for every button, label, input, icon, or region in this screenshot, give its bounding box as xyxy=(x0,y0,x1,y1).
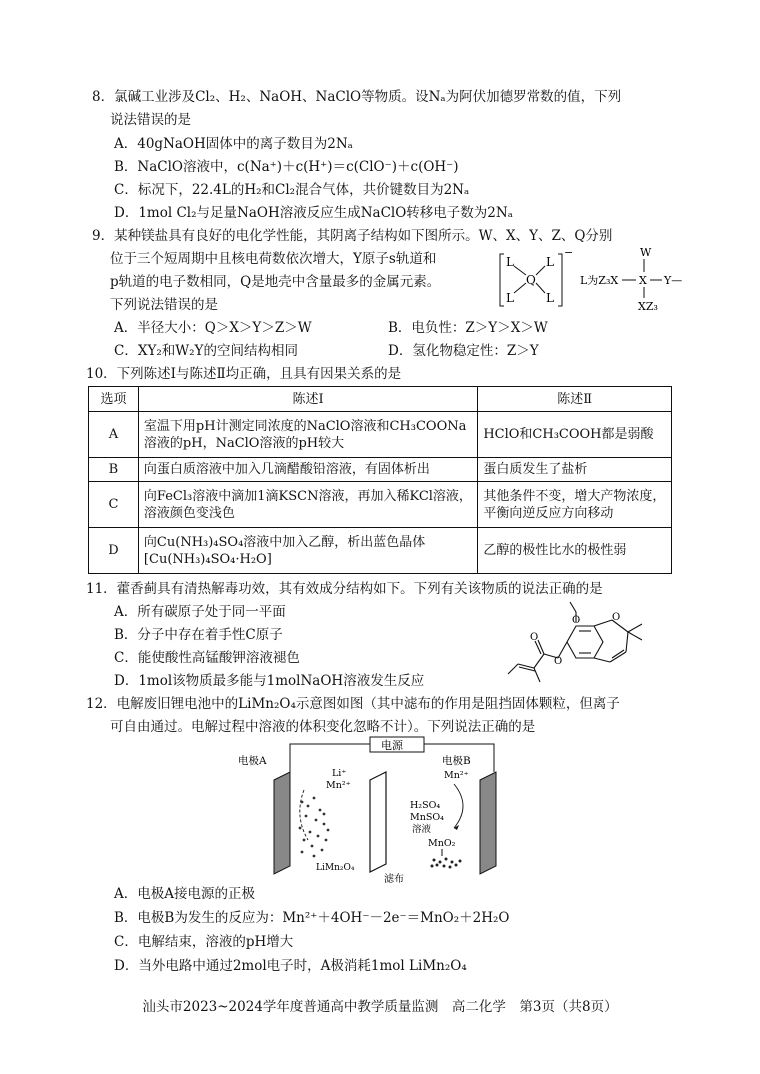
electrode-a-label: 电极A xyxy=(238,755,267,767)
q8-option-a: A．40gNaOH固体中的离子数目为2Nₐ xyxy=(114,136,353,152)
svg-text:O: O xyxy=(554,656,563,667)
q9-group-xz3: XZ₃ xyxy=(638,300,658,313)
q10-row-statement1: 向蛋白质溶液中加入几滴醋酸铅溶液，有固体析出 xyxy=(138,458,477,482)
q11-option-b: B．分子中存在着手性C原子 xyxy=(114,627,283,643)
q10-row-statement1: 室温下用pH计测定同浓度的NaClO溶液和CH₃COONa溶液的pH，NaClO溶液的pH较大 xyxy=(138,412,477,458)
q10-header-option: 选项 xyxy=(89,387,139,412)
solution-mnso4: MnSO₄ xyxy=(410,812,444,823)
q8-stem-line1: 8．氯碱工业涉及Cl₂、H₂、NaOH、NaClO等物质。设Nₐ为阿伏加德罗常数的值，下列 xyxy=(92,89,622,105)
q11-option-c: C．能使酸性高锰酸钾溶液褪色 xyxy=(114,650,300,666)
q8-option-d: D．1mol Cl₂与足量NaOH溶液反应生成NaClO转移电子数为2Nₐ xyxy=(114,205,513,221)
q12-stem-line2: 可自由通过。电解过程中溶液的体积变化忽略不计）。下列说法正确的是 xyxy=(110,719,536,735)
q10-row-statement1: 向Cu(NH₃)₄SO₄溶液中加入乙醇，析出蓝色晶体[Cu(NH₃)₄SO₄·H₂O] xyxy=(138,528,477,574)
q9-ligand-tl: L xyxy=(506,255,514,269)
q10-row-statement2: 乙醇的极性比水的极性弱 xyxy=(478,528,672,574)
q9-stem-line1: 9．某种镁盐具有良好的电化学性能，其阴离子结构如下图所示。W、X、Y、Z、Q分别 xyxy=(92,228,613,244)
q12-option-c: C．电解结束，溶液的pH增大 xyxy=(114,934,294,950)
q9-ligand-bl: L xyxy=(506,291,514,305)
q10-row-statement2: 其他条件不变，增大产物浓度，平衡向逆反应方向移动 xyxy=(478,482,672,528)
q12-option-a: A．电极A接电源的正极 xyxy=(114,886,255,902)
q9-anion-structure xyxy=(498,244,698,314)
q12-stem-line1: 12．电解废旧锂电池中的LiMn₂O₄示意图如图（其中滤布的作用是阻挡固体颗粒，但离子 xyxy=(86,696,620,712)
q10-row-key: D xyxy=(89,528,139,574)
table-row xyxy=(89,528,672,574)
limn2o4-label: LiMn₂O₄ xyxy=(316,863,355,873)
q11-option-a: A．所有碳原子处于同一平面 xyxy=(114,604,286,620)
page-footer: 汕头市2023~2024学年度普通高中教学质量监测 高二化学 第3页（共8页） xyxy=(142,999,618,1015)
electrode-b-label: 电极B xyxy=(442,755,471,767)
q9-stem-line3: p轨道的电子数相同，Q是地壳中含量最多的金属元素。 xyxy=(110,274,441,290)
q10-table xyxy=(88,386,672,574)
q9-stem-line2: 位于三个短周期中且核电荷数依次增大，Y原子s轨道和 xyxy=(110,251,437,267)
q11-molecule-structure xyxy=(500,598,680,690)
q10-row-statement2: 蛋白质发生了盐析 xyxy=(478,458,672,482)
q9-option-c: C．XY₂和W₂Y的空间结构相同 xyxy=(114,343,298,359)
q9-option-a: A．半径大小：Q＞X＞Y＞Z＞W xyxy=(114,320,312,336)
q9-stem-line4: 下列说法错误的是 xyxy=(110,297,218,313)
q10-row-key: C xyxy=(89,482,139,528)
q12-option-d: D．当外电路中通过2mol电子时，A极消耗1mol LiMn₂O₄ xyxy=(114,958,467,974)
q11-stem: 11．藿香蓟具有清热解毒功效，其有效成分结构如下。下列有关该物质的说法正确的是 xyxy=(86,581,603,597)
q9-ligand-br: L xyxy=(546,291,554,305)
solution-h2so4: H₂SO₄ xyxy=(410,800,441,811)
q9-option-d: D．氢化物稳定性：Z＞Y xyxy=(388,343,539,359)
ion-mn-label: Mn²⁺ xyxy=(326,780,351,791)
q9-ligand-tr: L xyxy=(546,255,554,269)
q10-stem: 10．下列陈述Ⅰ与陈述Ⅱ均正确，且具有因果关系的是 xyxy=(86,366,402,382)
filter-cloth-label: 滤布 xyxy=(384,874,404,885)
q10-table-header xyxy=(89,387,672,412)
svg-text:O: O xyxy=(612,612,621,623)
q9-charge: − xyxy=(564,246,574,259)
q9-atom-w: W xyxy=(640,246,652,259)
q10-row-statement1: 向FeCl₃溶液中滴加1滴KSCN溶液，再加入稀KCl溶液，溶液颜色变浅色 xyxy=(138,482,477,528)
q9-atom-x: X xyxy=(639,274,647,287)
table-row xyxy=(89,482,672,528)
svg-text:O: O xyxy=(572,615,581,626)
q12-electrolysis-diagram xyxy=(238,736,528,886)
q10-row-key: B xyxy=(89,458,139,482)
q12-option-b: B．电极B为发生的反应为：Mn²⁺＋4OH⁻－2e⁻＝MnO₂＋2H₂O xyxy=(114,910,510,926)
q8-stem-line2: 说法错误的是 xyxy=(110,112,191,128)
q10-row-key: A xyxy=(89,412,139,458)
table-row xyxy=(89,412,672,458)
q9-ligand-def: L为Z₃X xyxy=(580,274,619,287)
q8-option-c: C．标况下，22.4L的H₂和Cl₂混合气体，共价键数目为2Nₐ xyxy=(114,182,470,198)
ion-li-label: Li⁺ xyxy=(332,768,347,779)
power-source-label: 电源 xyxy=(381,739,403,752)
q10-header-statement2: 陈述Ⅱ xyxy=(478,387,672,412)
mno2-precipitate xyxy=(431,858,462,869)
q11-option-d: D．1mol该物质最多能与1molNaOH溶液发生反应 xyxy=(114,673,425,689)
svg-text:O: O xyxy=(530,632,539,643)
q8-option-b: B．NaClO溶液中，c(Na⁺)＋c(H⁺)＝c(ClO⁻)＋c(OH⁻) xyxy=(114,159,459,175)
solution-label: 溶液 xyxy=(412,824,432,835)
q10-row-statement2: HClO和CH₃COOH都是弱酸 xyxy=(478,412,672,458)
table-row xyxy=(89,458,672,482)
mn2-label: Mn²⁺ xyxy=(444,770,469,781)
q9-center-q: Q xyxy=(526,273,536,287)
mno2-label: MnO₂ xyxy=(428,838,456,849)
q9-option-b: B．电负性：Z＞Y＞X＞W xyxy=(388,320,548,336)
q9-atom-y: Y— xyxy=(664,274,683,287)
q10-header-statement1: 陈述Ⅰ xyxy=(138,387,477,412)
limn2o4-particles xyxy=(299,797,330,858)
